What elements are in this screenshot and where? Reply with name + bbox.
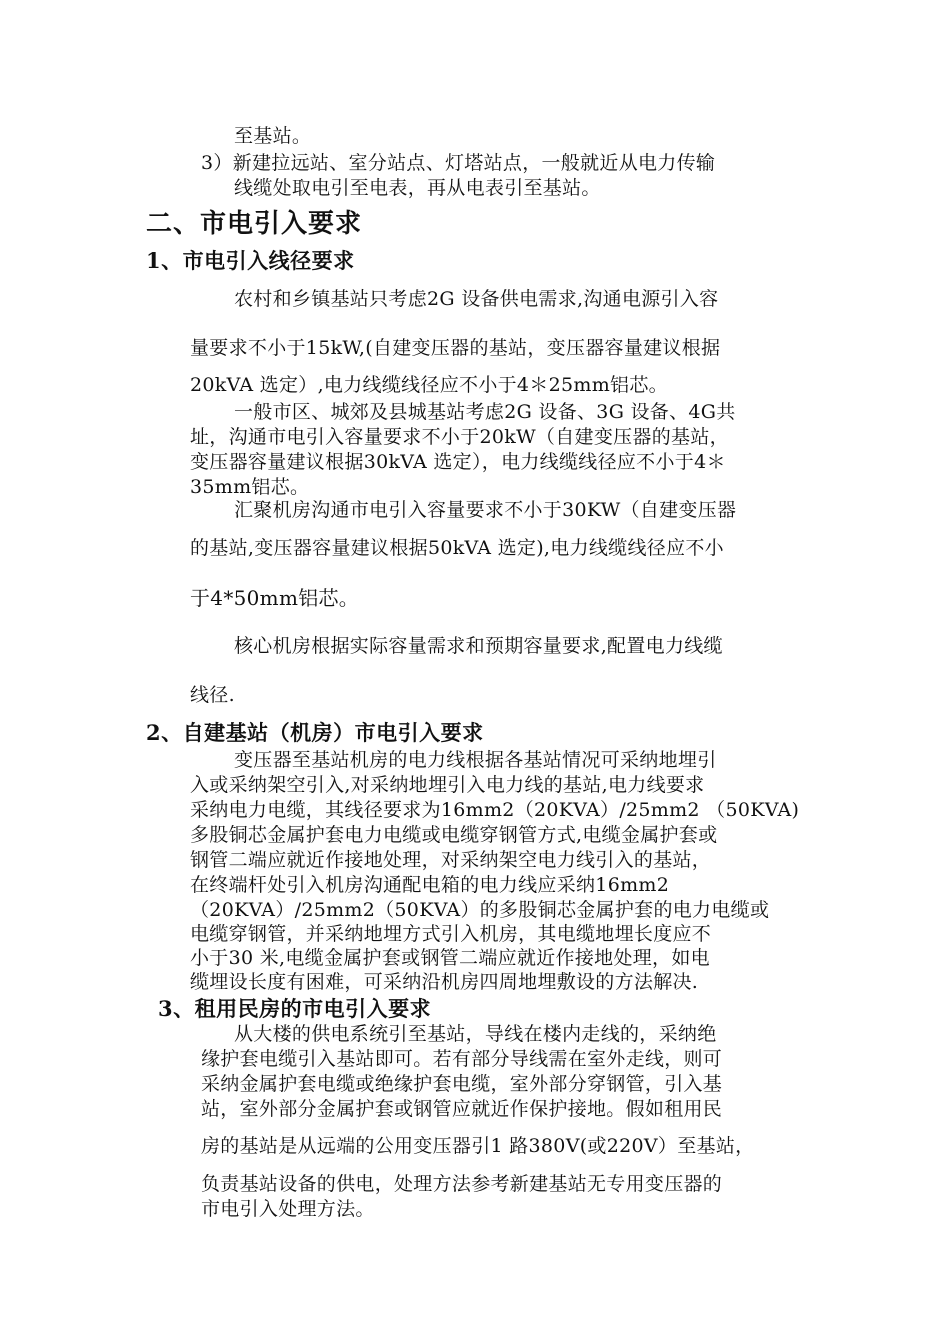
paragraph-line: （20KVA）/25mm2（50KVA）的多股铜芯金属护套的电力电缆或 bbox=[190, 899, 770, 921]
paragraph-line: 变压器容量建议根据30kVA 选定），电力线缆线径应不小于4＊ bbox=[190, 451, 726, 473]
text-line: 至基站。 bbox=[234, 125, 312, 147]
paragraph-line: 站，室外部分金属护套或钢管应就近作保护接地。假如租用民 bbox=[201, 1098, 723, 1120]
text-line: 线缆处取电引至电表，再从电表引至基站。 bbox=[234, 177, 601, 199]
paragraph-line: 入或采纳架空引入,对采纳地埋引入电力线的基站,电力线要求 bbox=[190, 774, 705, 796]
paragraph-line: 的基站,变压器容量建议根据50kVA 选定),电力线缆线径应不小 bbox=[190, 537, 724, 559]
list-item-3: 3）新建拉远站、室分站点、灯塔站点，一般就近从电力传输 bbox=[201, 152, 716, 174]
paragraph-line: 汇聚机房沟通市电引入容量要求不小于30KW（自建变压器 bbox=[234, 499, 737, 521]
paragraph-line: 35mm铝芯。 bbox=[190, 476, 310, 498]
paragraph-line: 一般市区、城郊及县城基站考虑2G 设备、3G 设备、4G共 bbox=[234, 401, 736, 423]
paragraph-line: 多股铜芯金属护套电力电缆或电缆穿钢管方式,电缆金属护套或 bbox=[190, 824, 718, 846]
section-heading: 二、市电引入要求 bbox=[146, 209, 363, 239]
paragraph-line: 变压器至基站机房的电力线根据各基站情况可采纳地埋引 bbox=[234, 749, 717, 771]
paragraph-line: 小于30 米,电缆金属护套或钢管二端应就近作接地处理，如电 bbox=[190, 947, 710, 969]
paragraph-line: 从大楼的供电系统引至基站，导线在楼内走线的，采纳绝 bbox=[234, 1023, 717, 1045]
paragraph-line: 电缆穿钢管，并采纳地埋方式引入机房，其电缆地埋长度应不 bbox=[190, 923, 712, 945]
paragraph-line: 量要求不小于15kW,(自建变压器的基站，变压器容量建议根据 bbox=[190, 337, 721, 359]
paragraph-line: 线径. bbox=[190, 684, 235, 706]
paragraph-line: 核心机房根据实际容量需求和预期容量要求,配置电力线缆 bbox=[234, 635, 723, 657]
paragraph-line: 址，沟通市电引入容量要求不小于20kW（自建变压器的基站， bbox=[190, 426, 729, 448]
paragraph-line: 房的基站是从远端的公用变压器引1 路380V(或220V）至基站， bbox=[201, 1135, 755, 1157]
paragraph-line: 负责基站设备的供电，处理方法参考新建基站无专用变压器的 bbox=[201, 1173, 723, 1195]
paragraph-line: 市电引入处理方法。 bbox=[201, 1198, 375, 1220]
paragraph-line: 缆埋设长度有困难，可采纳沿机房四周地埋敷设的方法解决. bbox=[190, 971, 699, 993]
subsection-heading-2: 2、自建基站（机房）市电引入要求 bbox=[146, 720, 484, 745]
paragraph-line: 采纳金属护套电缆或绝缘护套电缆，室外部分穿钢管，引入基 bbox=[201, 1073, 723, 1095]
paragraph-line: 20kVA 选定）,电力线缆线径应不小于4＊25mm铝芯。 bbox=[190, 374, 668, 396]
paragraph-line: 采纳电力电缆，其线径要求为16mm2（20KVA）/25mm2 （50KVA) bbox=[190, 799, 800, 821]
paragraph-line: 于4*50mm铝芯。 bbox=[190, 586, 360, 610]
paragraph-line: 农村和乡镇基站只考虑2G 设备供电需求,沟通电源引入容 bbox=[234, 288, 719, 310]
subsection-heading-3: 3、租用民房的市电引入要求 bbox=[158, 996, 432, 1021]
paragraph-line: 在终端杆处引入机房沟通配电箱的电力线应采纳16mm2 bbox=[190, 874, 670, 896]
paragraph-line: 缘护套电缆引入基站即可。若有部分导线需在室外走线，则可 bbox=[201, 1048, 723, 1070]
paragraph-line: 钢管二端应就近作接地处理，对采纳架空电力线引入的基站， bbox=[190, 849, 712, 871]
subsection-heading-1: 1、市电引入线径要求 bbox=[146, 248, 355, 273]
